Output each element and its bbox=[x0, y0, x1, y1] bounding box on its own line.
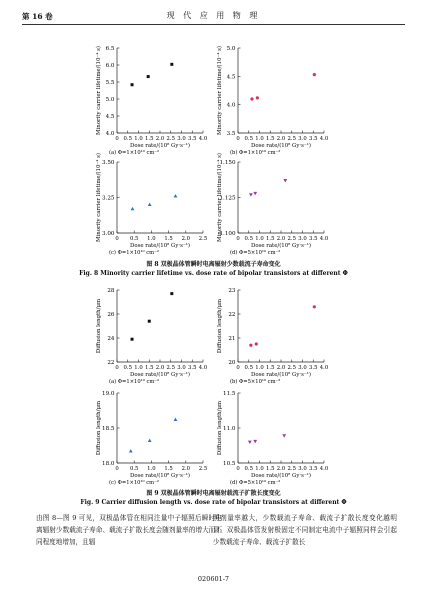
fig8b-x-tick-label: 1.5 bbox=[266, 136, 275, 142]
fig9c-y-tick-label: 18.0 bbox=[102, 461, 115, 467]
fig8a-y-tick-label: 6.0 bbox=[105, 63, 115, 69]
fig8c-panel-label: (c) Φ=1×10¹⁰ cm⁻² bbox=[109, 250, 159, 256]
fig8c-x-tick-label: 1.5 bbox=[164, 236, 173, 242]
fig8-caption-en: Fig. 8 Minority carrier lifetime vs. dose rate of bipolar transistors at different Φ bbox=[79, 269, 348, 277]
fig8d-y-tick-label: 1.125 bbox=[219, 195, 236, 202]
fig9c-x-tick-label: 1.0 bbox=[147, 466, 156, 472]
fig8d-x-tick-label: 2.0 bbox=[276, 236, 286, 242]
fig9a-x-label: Dose rate/(10⁸ Gy·s⁻¹) bbox=[130, 372, 190, 378]
fig9b-y-tick-label: 23 bbox=[228, 288, 236, 294]
fig9d-chart bbox=[217, 391, 329, 486]
fig8b-y-tick-label: 4.5 bbox=[226, 74, 236, 81]
fig8b-x-tick-label: 0 bbox=[236, 136, 240, 142]
fig9c-x-tick-label: 2.0 bbox=[181, 466, 191, 472]
fig9b-x-tick-label: 2.0 bbox=[276, 365, 286, 371]
fig9a-chart bbox=[96, 288, 208, 385]
fig9a-x-tick-label: 0 bbox=[115, 365, 119, 371]
fig8c-x-tick-label: 0.5 bbox=[129, 236, 139, 242]
fig8c-x-tick-label: 2.5 bbox=[198, 236, 208, 242]
fig9b-data-point bbox=[249, 344, 252, 347]
fig8b-y-label: Minority carrier lifetime/(10⁻⁴ s) bbox=[217, 46, 223, 135]
fig8-caption bbox=[20, 261, 407, 278]
page-number: 020601-7 bbox=[197, 575, 230, 583]
body-paragraph-right: 照剂量率越大，少数载流子寿命、载流子扩散长度变化越明显。双极晶体管发射极固定不同制定电流中子辐照同样会引起少数载流子寿命、载流子扩散长 bbox=[213, 514, 397, 546]
fig9a-data-point bbox=[148, 320, 151, 323]
fig9c-x-tick-label: 2.5 bbox=[198, 466, 208, 472]
fig8d-x-tick-label: 1.0 bbox=[255, 236, 264, 242]
fig9d-x-tick-label: 0.5 bbox=[244, 466, 253, 472]
volume-label: 第 16 卷 bbox=[22, 12, 53, 21]
fig9b-x-tick-label: 2.5 bbox=[287, 365, 296, 371]
fig9a-data-point bbox=[170, 292, 173, 295]
fig9d-x-tick-label: 0 bbox=[236, 466, 240, 472]
fig8d-x-tick-label: 0.5 bbox=[244, 236, 253, 242]
fig8b-data-point bbox=[250, 97, 253, 100]
fig9d-x-tick-label: 3.5 bbox=[309, 466, 318, 472]
fig9d-x-label: Dose rate/(10⁸ Gy·s⁻¹) bbox=[251, 473, 311, 479]
fig8d-x-tick-label: 1.5 bbox=[266, 236, 275, 242]
fig9c-x-tick-label: 0 bbox=[115, 466, 119, 472]
journal-name: 现 代 应 用 物 理 bbox=[166, 11, 261, 20]
fig9c-x-tick-label: 0.5 bbox=[129, 466, 139, 472]
fig8a-x-tick-label: 3.5 bbox=[188, 136, 197, 142]
fig9a-x-tick-label: 1.5 bbox=[145, 365, 154, 371]
fig8-caption-cn: 图 8 双极晶体管瞬时电离辐射少数载流子寿命变化 bbox=[146, 261, 281, 268]
fig9a-y-tick-label: 28 bbox=[107, 288, 115, 294]
fig8c-y-tick-label: 3.50 bbox=[102, 160, 115, 166]
fig8a-x-tick-label: 0 bbox=[115, 136, 119, 142]
fig8b-x-tick-label: 2.5 bbox=[287, 136, 296, 142]
fig8a-x-tick-label: 0.5 bbox=[123, 136, 132, 142]
fig8b-x-tick-label: 3.5 bbox=[309, 136, 318, 142]
fig9b-y-label: Diffusion length/μm bbox=[217, 298, 223, 354]
fig8a-y-tick-label: 5.0 bbox=[105, 97, 115, 103]
fig8c-x-tick-label: 2.0 bbox=[181, 236, 191, 242]
fig8d-y-label: Minority carrier lifetime/(10⁻⁴ s) bbox=[217, 153, 223, 242]
fig8b-x-tick-label: 4.0 bbox=[319, 136, 329, 142]
fig8b-data-point bbox=[256, 96, 259, 99]
fig8d-y-tick-label: 1.100 bbox=[219, 231, 236, 237]
fig8a-y-tick-label: 4.5 bbox=[105, 114, 115, 120]
fig8c-chart bbox=[95, 153, 207, 256]
fig8d-x-tick-label: 0 bbox=[236, 236, 240, 242]
fig9a-panel-label: (a) Φ=1×10¹⁰ cm⁻² bbox=[109, 379, 160, 385]
fig8a-x-tick-label: 2.5 bbox=[166, 136, 175, 142]
fig9-caption-en: Fig. 9 Carrier diffusion length vs. dose rate of bipolar transistors at different Φ bbox=[80, 498, 347, 506]
fig8c-y-tick-label: 3.00 bbox=[102, 231, 115, 237]
fig8a-data-point bbox=[131, 83, 134, 86]
fig8b-y-tick-label: 4.0 bbox=[226, 102, 236, 109]
fig8c-x-tick-label: 0 bbox=[115, 236, 119, 242]
fig9d-x-tick-label: 1.5 bbox=[266, 466, 275, 472]
fig8b-x-tick-label: 0.5 bbox=[244, 136, 253, 142]
fig9b-y-tick-label: 22 bbox=[228, 312, 236, 318]
fig9b-y-tick-label: 21 bbox=[228, 336, 236, 342]
fig8d-y-tick-label: 1.150 bbox=[219, 160, 236, 166]
fig8b-y-tick-label: 5.0 bbox=[226, 46, 236, 52]
fig8b-data-point bbox=[313, 73, 316, 76]
fig9-caption bbox=[20, 490, 407, 507]
fig8a-x-label: Dose rate/(10⁸ Gy·s⁻¹) bbox=[130, 143, 190, 149]
fig8c-x-tick-label: 1.0 bbox=[147, 236, 156, 242]
fig9d-data-point bbox=[253, 440, 257, 443]
fig9c-y-label: Diffusion length/μm bbox=[96, 400, 102, 456]
fig9c-y-tick-label: 19.0 bbox=[102, 391, 115, 397]
fig9a-x-tick-label: 1.0 bbox=[134, 365, 143, 371]
fig9b-x-tick-label: 1.5 bbox=[266, 365, 275, 371]
fig9a-x-tick-label: 2.0 bbox=[155, 365, 165, 371]
fig8b-chart bbox=[216, 46, 329, 156]
fig9a-x-tick-label: 0.5 bbox=[123, 365, 132, 371]
fig9b-x-tick-label: 3.0 bbox=[298, 365, 307, 371]
fig8d-chart bbox=[216, 153, 329, 256]
fig8a-x-tick-label: 3.0 bbox=[177, 136, 186, 142]
fig8a-y-tick-label: 5.5 bbox=[105, 80, 115, 86]
fig9b-panel-label: (b) Φ=5×10¹⁰ cm⁻² bbox=[230, 379, 281, 385]
fig8c-y-label: Minority carrier lifetime/(10⁻⁴ s) bbox=[96, 153, 102, 242]
fig9c-panel-label: (c) Φ=1×10¹⁰ cm⁻² bbox=[109, 480, 159, 486]
fig8a-x-tick-label: 1.5 bbox=[145, 136, 154, 142]
fig9b-x-tick-label: 0 bbox=[236, 365, 240, 371]
fig8b-x-tick-label: 1.0 bbox=[255, 136, 264, 142]
fig8d-x-label: Dose rate/(10⁸ Gy·s⁻¹) bbox=[251, 243, 311, 249]
fig9d-x-tick-label: 4.0 bbox=[319, 466, 329, 472]
fig9-caption-cn: 图 9 双极晶体管瞬时电离辐射载流子扩散长度变化 bbox=[146, 490, 281, 497]
fig9d-y-tick-label: 10.5 bbox=[223, 461, 236, 467]
fig8a-x-tick-label: 2.0 bbox=[155, 136, 165, 142]
fig8d-data-point bbox=[253, 192, 257, 195]
fig8a-y-label: Minority carrier lifetime/(10⁻⁴ s) bbox=[96, 46, 102, 135]
fig9a-y-tick-label: 26 bbox=[107, 312, 115, 318]
fig9b-x-label: Dose rate/(10⁸ Gy·s⁻¹) bbox=[251, 372, 311, 378]
fig9d-y-tick-label: 11.5 bbox=[223, 391, 236, 397]
fig9d-y-label: Diffusion length/μm bbox=[217, 400, 223, 456]
fig8b-y-tick-label: 3.5 bbox=[226, 131, 236, 137]
fig9d-panel-label: (d) Φ=5×10¹⁰ cm⁻² bbox=[230, 480, 281, 486]
fig8d-panel-label: (d) Φ=5×10¹⁰ cm⁻² bbox=[230, 250, 281, 256]
fig9b-data-point bbox=[255, 342, 258, 345]
fig9c-y-tick-label: 18.5 bbox=[102, 426, 115, 432]
fig9b-x-tick-label: 1.0 bbox=[255, 365, 264, 371]
body-paragraph-left: 由图 8—图 9 可见，双极晶体管在相同注量中子辐照后瞬时电离辐射少数载流子寿命、载流子扩散长度会随剂量率的增大而不同程度地增加，且辐 bbox=[36, 514, 222, 546]
fig8a-data-point bbox=[147, 75, 150, 78]
fig8a-chart bbox=[95, 46, 208, 156]
fig8b-x-label: Dose rate/(10⁸ Gy·s⁻¹) bbox=[251, 143, 311, 149]
fig8a-panel-label: (a) Φ=1×10¹⁰ cm⁻² bbox=[109, 150, 160, 156]
fig9d-x-tick-label: 2.5 bbox=[287, 466, 296, 472]
fig8d-x-tick-label: 4.0 bbox=[319, 236, 329, 242]
fig8b-panel-label: (b) Φ=1×10¹⁰ cm⁻² bbox=[230, 150, 281, 156]
fig9c-data-point bbox=[129, 449, 133, 452]
fig8b-x-tick-label: 3.0 bbox=[298, 136, 307, 142]
fig8d-data-point bbox=[249, 193, 253, 196]
fig8d-data-point bbox=[283, 179, 287, 182]
fig8d-x-tick-label: 2.5 bbox=[287, 236, 296, 242]
fig8a-y-tick-label: 4.0 bbox=[105, 131, 115, 137]
fig9b-x-tick-label: 4.0 bbox=[319, 365, 329, 371]
fig9b-y-tick-label: 20 bbox=[228, 360, 236, 366]
fig9a-y-tick-label: 22 bbox=[107, 360, 115, 366]
fig9a-y-tick-label: 24 bbox=[107, 336, 115, 342]
fig8d-x-tick-label: 3.5 bbox=[309, 236, 318, 242]
fig9b-x-tick-label: 0.5 bbox=[244, 365, 253, 371]
fig9a-x-tick-label: 4.0 bbox=[198, 365, 208, 371]
fig8c-data-point bbox=[174, 194, 178, 197]
fig8a-y-tick-label: 6.5 bbox=[105, 46, 115, 52]
fig9d-x-tick-label: 1.0 bbox=[255, 466, 264, 472]
fig9a-x-tick-label: 2.5 bbox=[166, 365, 175, 371]
fig9b-chart bbox=[217, 288, 329, 385]
fig9c-data-point bbox=[174, 418, 178, 421]
fig8c-data-point bbox=[131, 207, 135, 210]
fig8a-x-tick-label: 4.0 bbox=[198, 136, 208, 142]
fig9b-data-point bbox=[313, 305, 316, 308]
fig9a-x-tick-label: 3.5 bbox=[188, 365, 197, 371]
fig8a-data-point bbox=[170, 63, 173, 66]
fig9c-data-point bbox=[148, 439, 152, 442]
fig8d-x-tick-label: 3.0 bbox=[298, 236, 307, 242]
fig9a-x-tick-label: 3.0 bbox=[177, 365, 186, 371]
fig9d-x-tick-label: 3.0 bbox=[298, 466, 307, 472]
fig8c-data-point bbox=[148, 203, 152, 206]
fig9c-chart bbox=[96, 391, 207, 486]
fig9d-x-tick-label: 2.0 bbox=[276, 466, 286, 472]
fig9a-data-point bbox=[131, 338, 134, 341]
fig9b-x-tick-label: 3.5 bbox=[309, 365, 318, 371]
fig8c-y-tick-label: 3.25 bbox=[102, 195, 115, 202]
fig9c-x-label: Dose rate/(10⁸ Gy·s⁻¹) bbox=[130, 473, 190, 479]
fig9a-y-label: Diffusion length/μm bbox=[96, 298, 102, 354]
fig9d-y-tick-label: 11.0 bbox=[223, 426, 236, 432]
fig8c-x-label: Dose rate/(10⁸ Gy·s⁻¹) bbox=[130, 243, 190, 249]
fig9d-data-point bbox=[282, 434, 286, 437]
fig9d-data-point bbox=[248, 441, 252, 444]
fig8b-x-tick-label: 2.0 bbox=[276, 136, 286, 142]
fig9c-x-tick-label: 1.5 bbox=[164, 466, 173, 472]
fig8a-x-tick-label: 1.0 bbox=[134, 136, 143, 142]
